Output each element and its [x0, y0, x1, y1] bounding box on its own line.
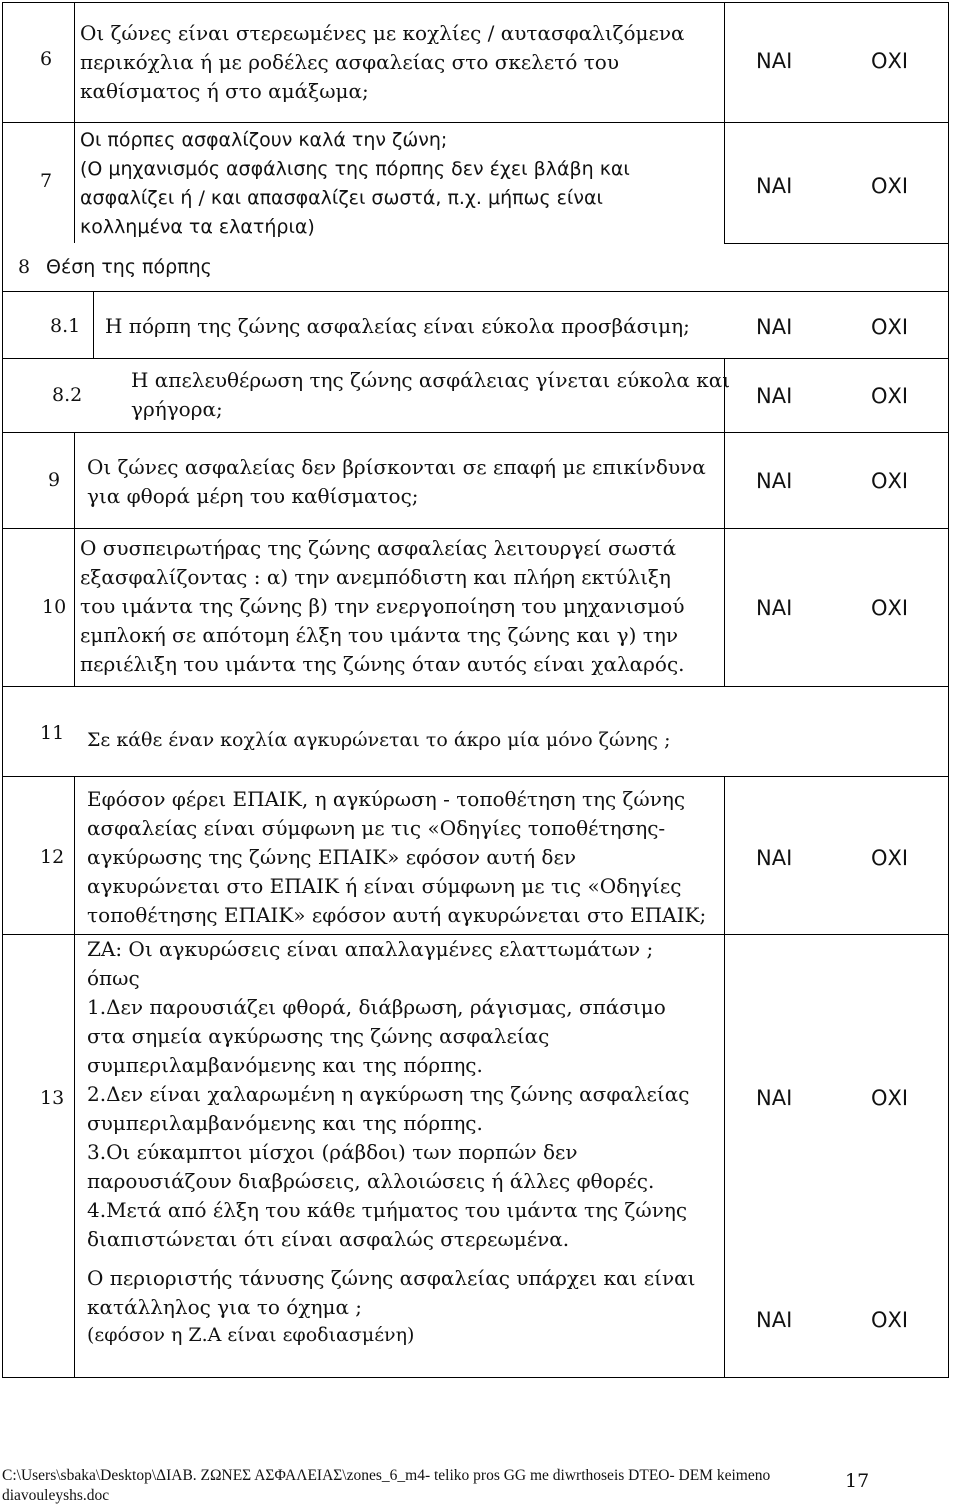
- row-number: 7: [40, 170, 53, 192]
- no-option[interactable]: ΟΧΙ: [871, 384, 909, 408]
- question-line: τοποθέτησης ΕΠΑΙΚ» εφόσον αυτή αγκυρώνεται στο ΕΠΑΙΚ;: [87, 903, 707, 927]
- yes-option[interactable]: ΝΑΙ: [756, 315, 793, 339]
- question-line: εμπλοκή σε απότομη έλξη του ιμάντα της ζώνης και γ) την: [80, 623, 678, 647]
- row-number: 12: [40, 846, 65, 868]
- no-option[interactable]: ΟΧΙ: [871, 1308, 909, 1332]
- footer-path-line: C:\Users\sbaka\Desktop\ΔΙΑΒ. ΖΩΝΕΣ ΑΣΦΑΛΕΙΑΣ\zones_6_m4- teliko pros GG me diwrthoseis DTEO- DEM keimeno: [2, 1467, 771, 1484]
- yes-option[interactable]: ΝΑΙ: [756, 1308, 793, 1332]
- question-line: ΖΑ: Οι αγκυρώσεις είναι απαλλαγμένες ελαττωμάτων ;: [87, 937, 654, 961]
- question-line: ασφαλίζει ή / και απασφαλίζει σωστά, π.χ. μήπως είναι: [80, 187, 603, 209]
- question-line: διαπιστώνεται ότι είναι ασφαλώς στερεωμένα.: [87, 1227, 570, 1251]
- question-line: 4.Μετά από έλξη του κάθε τμήματος του ιμάντα της ζώνης: [87, 1198, 688, 1222]
- question-line: αγκυρώνεται στο ΕΠΑΙΚ ή είναι σύμφωνη με τις «Οδηγίες: [87, 874, 682, 898]
- question-line: Εφόσον φέρει ΕΠΑΙΚ, η αγκύρωση - τοποθέτηση της ζώνης: [87, 787, 686, 811]
- row-divider: [724, 243, 948, 244]
- section-heading: Θέση της πόρπης: [46, 256, 212, 278]
- row-number: 10: [42, 596, 67, 618]
- table-border-right: [948, 2, 949, 1378]
- row-divider: [2, 528, 948, 529]
- question-line: κολλημένα τα ελατήρια): [80, 216, 315, 238]
- question-line: περιέλιξη του ιμάντα της ζώνης όταν αυτός είναι χαλαρός.: [80, 652, 685, 676]
- page-number: 17: [845, 1470, 870, 1492]
- row-number: 8.1: [50, 315, 81, 337]
- column-divider-number: [74, 2, 75, 243]
- question-line: 2.Δεν είναι χαλαρωμένη η αγκύρωση της ζώνης ασφαλείας: [87, 1082, 690, 1106]
- document-footer-path: [2, 1466, 770, 1506]
- column-divider-number: [93, 291, 94, 358]
- footer-path-line: diavouleyshs.doc: [2, 1487, 110, 1504]
- no-option[interactable]: ΟΧΙ: [871, 846, 909, 870]
- no-option[interactable]: ΟΧΙ: [871, 174, 909, 198]
- question-line: εξασφαλίζοντας : α) την ανεμπόδιστη και πλήρη εκτύλιξη: [80, 565, 671, 589]
- row-divider: [2, 776, 948, 777]
- question-line: γρήγορα;: [131, 397, 223, 421]
- no-option[interactable]: ΟΧΙ: [871, 315, 909, 339]
- table-border-bottom: [2, 1377, 948, 1378]
- question-line: (εφόσον η Ζ.Α είναι εφοδιασμένη): [87, 1324, 415, 1346]
- row-number: 6: [40, 48, 53, 70]
- question-line: Οι ζώνες ασφαλείας δεν βρίσκονται σε επαφή με επικίνδυνα: [87, 455, 706, 479]
- question-line: Η πόρπη της ζώνης ασφαλείας είναι εύκολα προσβάσιμη;: [105, 314, 690, 338]
- question-line: στα σημεία αγκύρωσης της ζώνης ασφαλείας: [87, 1024, 550, 1048]
- question-line: Η απελευθέρωση της ζώνης ασφάλειας γίνεται εύκολα και: [131, 368, 731, 392]
- row-divider: [2, 122, 948, 123]
- question-line: Ο περιοριστής τάνυσης ζώνης ασφαλείας υπάρχει και είναι: [87, 1266, 696, 1290]
- question-line: (Ο μηχανισμός ασφάλισης της πόρπης δεν έχει βλάβη και: [80, 158, 630, 180]
- no-option[interactable]: ΟΧΙ: [871, 49, 909, 73]
- question-line: συμπεριλαμβανόμενης και της πόρπης.: [87, 1053, 483, 1077]
- table-border-left: [2, 2, 3, 1378]
- question-line: περικόχλια ή με ροδέλες ασφαλείας στο σκελετό του: [80, 50, 620, 74]
- yes-option[interactable]: ΝΑΙ: [756, 49, 793, 73]
- yes-option[interactable]: ΝΑΙ: [756, 469, 793, 493]
- row-number: 9: [48, 469, 61, 491]
- row-divider: [2, 686, 948, 687]
- column-divider-answer: [724, 776, 725, 1377]
- question-line: ασφαλείας είναι σύμφωνη με τις «Οδηγίες τοποθέτησης-: [87, 816, 666, 840]
- yes-option[interactable]: ΝΑΙ: [756, 174, 793, 198]
- row-divider: [2, 358, 948, 359]
- column-divider-answer: [724, 2, 725, 243]
- question-line: του ιμάντα της ζώνης β) την ενεργοποίηση του μηχανισμού: [80, 594, 685, 618]
- question-line: κατάλληλος για το όχημα ;: [87, 1295, 363, 1319]
- column-divider-answer: [724, 359, 725, 686]
- table-border-top: [2, 2, 948, 3]
- row-divider: [2, 432, 948, 433]
- row-number: 8.2: [52, 384, 83, 406]
- row-divider: [2, 291, 948, 292]
- column-divider-number: [74, 432, 75, 686]
- question-line: Οι ζώνες είναι στερεωμένες με κοχλίες / αυτασφαλιζόμενα: [80, 21, 685, 45]
- no-option[interactable]: ΟΧΙ: [871, 469, 909, 493]
- question-line: παρουσιάζουν διαβρώσεις, αλλοιώσεις ή άλλες φθορές.: [87, 1169, 655, 1193]
- question-line: συμπεριλαμβανόμενης και της πόρπης.: [87, 1111, 483, 1135]
- question-line: Σε κάθε έναν κοχλία αγκυρώνεται το άκρο μία μόνο ζώνης ;: [87, 729, 671, 751]
- yes-option[interactable]: ΝΑΙ: [756, 846, 793, 870]
- question-line: 3.Οι εύκαμπτοι μίσχοι (ράβδοι) των πορπών δεν: [87, 1140, 578, 1164]
- no-option[interactable]: ΟΧΙ: [871, 596, 909, 620]
- question-line: Ο συσπειρωτήρας της ζώνης ασφαλείας λειτουργεί σωστά: [80, 536, 677, 560]
- question-line: για φθορά μέρη του καθίσματος;: [87, 484, 419, 508]
- row-number: 13: [40, 1087, 65, 1109]
- question-line: όπως: [87, 966, 140, 990]
- question-line: Οι πόρπες ασφαλίζουν καλά την ζώνη;: [80, 129, 448, 151]
- question-line: αγκύρωσης της ζώνης ΕΠΑΙΚ» εφόσον αυτή δεν: [87, 845, 576, 869]
- column-divider-number: [74, 776, 75, 1377]
- yes-option[interactable]: ΝΑΙ: [756, 1086, 793, 1110]
- yes-option[interactable]: ΝΑΙ: [756, 596, 793, 620]
- question-line: 1.Δεν παρουσιάζει φθορά, διάβρωση, ράγισμας, σπάσιμο: [87, 995, 666, 1019]
- row-number: 11: [40, 722, 65, 744]
- yes-option[interactable]: ΝΑΙ: [756, 384, 793, 408]
- row-number: 8: [18, 256, 31, 278]
- no-option[interactable]: ΟΧΙ: [871, 1086, 909, 1110]
- question-line: καθίσματος ή στο αμάξωμα;: [80, 79, 369, 103]
